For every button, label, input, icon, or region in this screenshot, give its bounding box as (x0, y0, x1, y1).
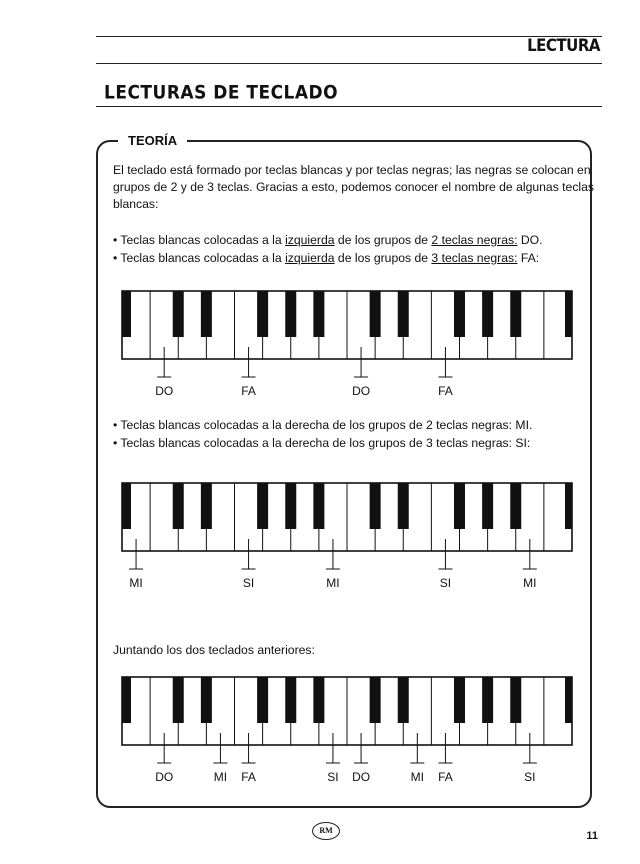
note-label: FA (438, 770, 453, 784)
page-number: 11 (586, 830, 598, 842)
note-label: DO (352, 770, 371, 784)
note-label: DO (155, 770, 174, 784)
note-label: MI (129, 576, 143, 590)
black-key (510, 677, 521, 723)
black-key (285, 677, 296, 723)
note-label: FA (438, 384, 453, 398)
black-key (173, 677, 184, 723)
note-label: DO (155, 384, 174, 398)
black-key (201, 677, 212, 723)
bullet-do: • Teclas blancas colocadas a la izquierda de los grupos de 2 teclas negras: DO. (113, 233, 543, 247)
black-key (454, 677, 465, 723)
note-label: SI (327, 770, 339, 784)
note-label: DO (352, 384, 371, 398)
note-label: MI (326, 576, 340, 590)
combined-caption: Juntando los dos teclados anteriores: (113, 643, 315, 657)
bullet-mi: • Teclas blancas colocadas a la derecha de los grupos de 2 teclas negras: MI. (113, 418, 533, 432)
intro-line-3: blancas: (113, 197, 159, 211)
page-title: LECTURAS DE TECLADO (104, 82, 339, 104)
note-label: MI (410, 770, 424, 784)
black-key (257, 677, 268, 723)
note-label: SI (242, 576, 255, 590)
note-label: MI (213, 770, 228, 784)
black-key (370, 677, 381, 723)
bullet-si: • Teclas blancas colocadas a la derecha de los grupos de 3 teclas negras: SI: (113, 436, 531, 450)
intro-line-2: grupos de 2 y de 3 teclas. Gracias a esto, podemos conocer el nombre de algunas teclas (113, 180, 595, 194)
black-key (565, 677, 572, 723)
note-label: MI (523, 576, 537, 590)
black-key (398, 677, 409, 723)
black-key (122, 677, 131, 723)
intro-line-1: El teclado está formado por teclas blancas y por teclas negras; las negras se colocan en (113, 163, 591, 177)
section-label: LECTURA (527, 34, 600, 56)
black-key (482, 677, 493, 723)
note-label: SI (524, 770, 536, 784)
note-label: FA (241, 384, 256, 398)
note-label: FA (241, 770, 256, 784)
theory-label: TEORÍA (118, 130, 187, 152)
publisher-logo: RM (312, 822, 340, 840)
black-key (313, 677, 324, 723)
bullet-fa: • Teclas blancas colocadas a la izquierda de los grupos de 3 teclas negras: FA: (113, 251, 540, 265)
note-label: SI (439, 576, 452, 590)
